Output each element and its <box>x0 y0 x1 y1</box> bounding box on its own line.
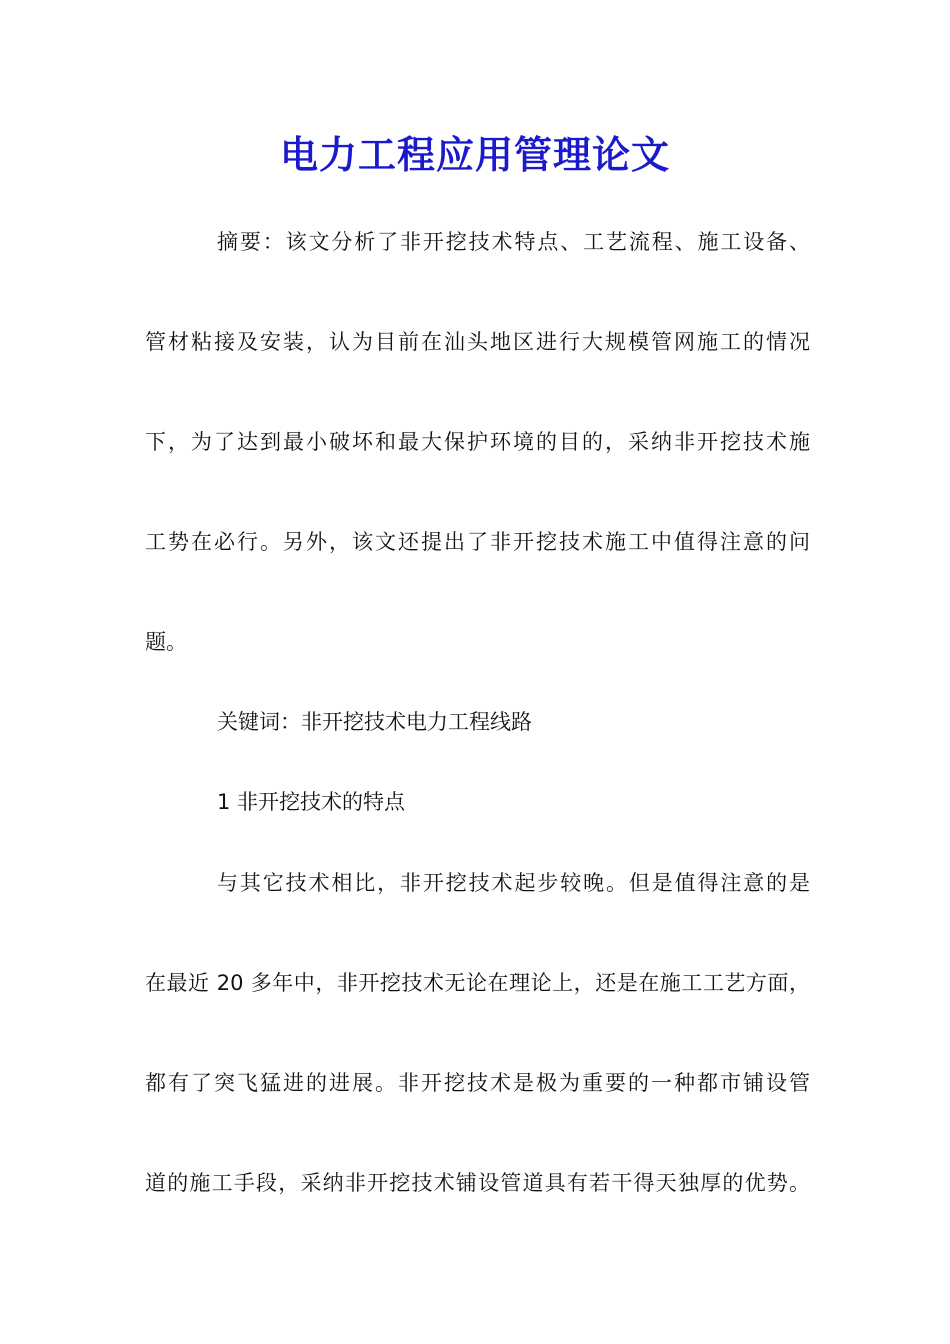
keywords-line: 关键词：非开挖技术电力工程线路 <box>217 710 532 734</box>
body-line: 道的施工手段，采纳非开挖技术铺设管道具有若干得天独厚的优势。 <box>145 1171 810 1195</box>
section-heading: 1 非开挖技术的特点 <box>217 790 406 814</box>
abstract-line: 管材粘接及安装，认为目前在汕头地区进行大规模管网施工的情况 <box>145 330 810 354</box>
document-title: 电力工程应用管理论文 <box>279 132 670 177</box>
abstract-line: 工势在必行。另外，该文还提出了非开挖技术施工中值得注意的问 <box>145 530 810 554</box>
body-line: 在最近 20 多年中，非开挖技术无论在理论上，还是在施工工艺方面， <box>145 971 810 995</box>
body-line: 都有了突飞猛进的进展。非开挖技术是极为重要的一种都市铺设管 <box>145 1071 810 1095</box>
body-line: 与其它技术相比，非开挖技术起步较晚。但是值得注意的是 <box>217 871 810 895</box>
abstract-line: 摘要：该文分析了非开挖技术特点、工艺流程、施工设备、 <box>217 230 810 254</box>
abstract-line: 下，为了达到最小破坏和最大保护环境的目的，采纳非开挖技术施 <box>145 430 810 454</box>
abstract-line: 题。 <box>145 630 187 654</box>
